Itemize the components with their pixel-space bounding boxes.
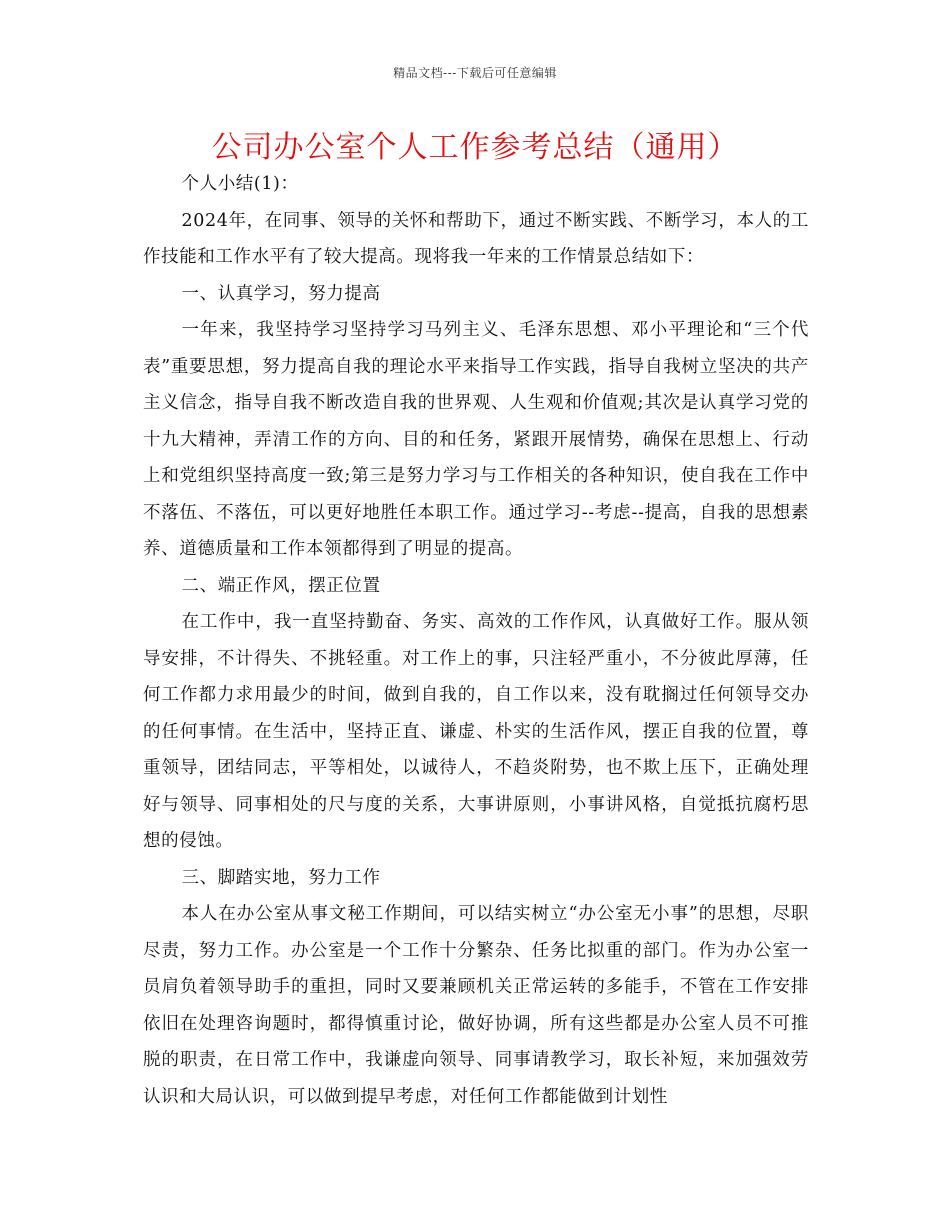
document-body [143, 166, 809, 1115]
section-paragraph-1: 一年来，我坚持学习坚持学习马列主义、毛泽东思想、邓小平理论和“三个代表”重要思想，努力提高自我的理论水平来指导工作实践，指导自我树立坚决的共产主义信念，指导自我不断改造自我的世界观、人生观和价值观;其次是认真学习党的十九大精神，弄清工作的方向、目的和任务，紧跟开展情势，确保在思想上、行动上和党组织坚持高度一致;第三是努力学习与工作相关的各种知识，使自我在工作中不落伍、不落伍，可以更好地胜任本职工作。通过学习--考虑--提高，自我的思想素养、道德质量和工作本领都得到了明显的提高。 [143, 320, 809, 559]
document-title: 公司办公室个人工作参考总结（通用） [211, 130, 739, 165]
section-paragraph-2: 在工作中，我一直坚持勤奋、务实、高效的工作作风，认真做好工作。服从领导安排，不计得失、不挑轻重。对工作上的事，只注轻严重小，不分彼此厚薄，任何工作都力求用最少的时间，做到自我的，自工作以来，没有耽搁过任何领导交办的任何事情。在生活中，坚持正直、谦虚、朴实的生活作风，摆正自我的位置，尊重领导，团结同志，平等相处，以诚待人，不趋炎附势，也不欺上压下，正确处理好与领导、同事相处的尺与度的关系，大事讲原则，小事讲风格，自觉抵抗腐朽思想的侵蚀。 [143, 612, 809, 851]
section-heading-3: 三、脚踏实地，努力工作 [181, 867, 381, 888]
intro-paragraph: 2024年，在同事、领导的关怀和帮助下，通过不断实践、不断学习，本人的工作技能和工作水平有了较大提高。现将我一年来的工作情景总结如下： [143, 210, 809, 267]
section-heading-2: 二、端正作风，摆正位置 [181, 575, 381, 596]
page-header-note: 精品文档---下载后可任意编辑 [393, 66, 557, 80]
section-label: 个人小结(1)： [181, 174, 299, 194]
section-heading-1: 一、认真学习，努力提高 [181, 283, 381, 304]
section-paragraph-3: 本人在办公室从事文秘工作期间，可以结实树立“办公室无小事”的思想，尽职尽责，努力工作。办公室是一个工作十分繁杂、任务比拟重的部门。作为办公室一员肩负着领导助手的重担，同时又要兼顾机关正常运转的多能手，不管在工作安排依旧在处理咨询题时，都得慎重讨论，做好协调，所有这些都是办公室人员不可推脱的职责，在日常工作中，我谦虚向领导、同事请教学习，取长补短，来加强效劳认识和大局认识，可以做到提早考虑，对任何工作都能做到计划性 [143, 904, 809, 1107]
